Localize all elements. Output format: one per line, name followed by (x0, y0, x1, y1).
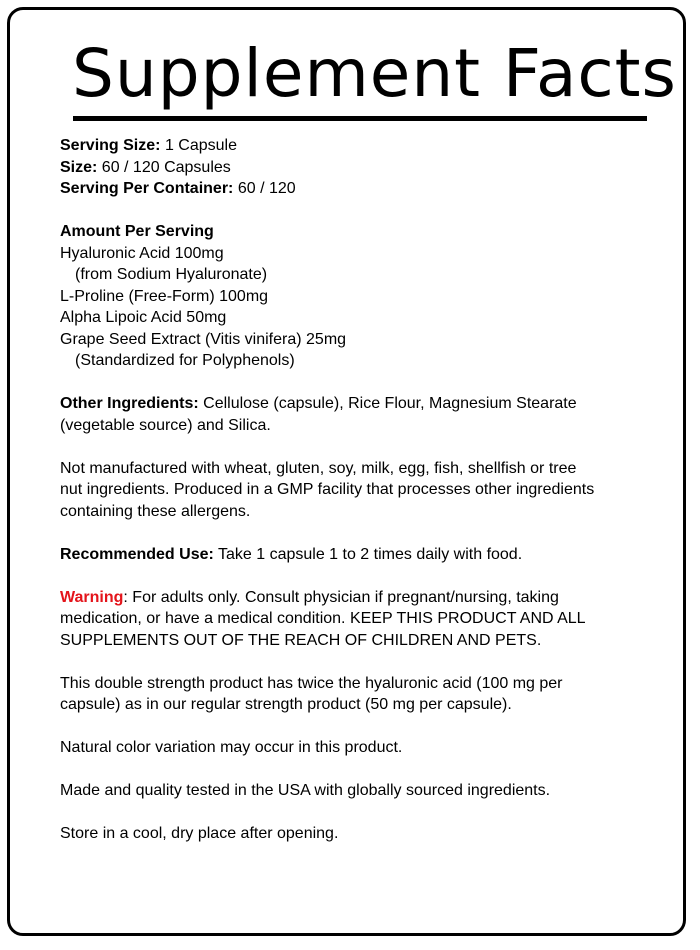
other-ingredients (60, 393, 670, 436)
strength-note-line2: capsule) as in our regular strength product (50 mg per capsule). (60, 696, 512, 713)
color-variation-note: Natural color variation may occur in this product. (60, 739, 403, 756)
per-container-row (60, 178, 670, 200)
amount-heading: Amount Per Serving (60, 223, 214, 240)
warning-line3: SUPPLEMENTS OUT OF THE REACH OF CHILDREN AND PETS. (60, 631, 542, 649)
size-value: 60 / 120 Capsules (101, 158, 231, 176)
strength-note-line1: This double strength product has twice the hyaluronic acid (100 mg per (60, 674, 563, 692)
other-ingredients-line2: (vegetable source) and Silica. (60, 416, 271, 434)
made-in-usa-note: Made and quality tested in the USA with globally sourced ingredients. (60, 782, 551, 799)
warning-line2: medication, or have a medical condition. KEEP THIS PRODUCT AND ALL (60, 610, 586, 627)
recommended-use-text: Take 1 capsule 1 to 2 times daily with food. (217, 545, 523, 563)
storage-note: Store in a cool, dry place after opening. (60, 825, 339, 842)
serving-size-label: Serving Size: (60, 137, 161, 154)
strength-note (60, 673, 670, 716)
allergen-line1: Not manufactured with wheat, gluten, soy, milk, egg, fish, shellfish or tree (60, 459, 577, 477)
ingredient-source-line: (from Sodium Hyaluronate) (75, 266, 268, 283)
recommended-use-line (60, 544, 670, 566)
amount-per-serving (60, 221, 670, 372)
other-ingredients-line1 (60, 393, 670, 415)
ingredient-line: Alpha Lipoic Acid 50mg (60, 309, 227, 326)
warning-section (60, 587, 670, 652)
other-ingredients-label: Other Ingredients: (60, 395, 199, 412)
warning-label: Warning (60, 588, 124, 606)
allergen-statement (60, 458, 670, 523)
serving-info (60, 135, 670, 200)
ingredient-line: Grape Seed Extract (Vitis vinifera) 25mg (60, 330, 347, 348)
size-row (60, 157, 670, 179)
allergen-line2: nut ingredients. Produced in a GMP facility that processes other ingredients (60, 481, 595, 498)
serving-size-value: 1 Capsule (164, 137, 237, 154)
ingredient-line: Hyaluronic Acid 100mg (60, 244, 224, 262)
allergen-line3: containing these allergens. (60, 502, 251, 520)
per-container-value: 60 / 120 (237, 180, 296, 197)
ingredient-standardized-line: (Standardized for Polyphenols) (75, 352, 295, 369)
recommended-use-label: Recommended Use: (60, 545, 214, 563)
size-label: Size: (60, 158, 98, 176)
warning-line1 (60, 587, 670, 609)
ingredient-line: L-Proline (Free-Form) 100mg (60, 287, 269, 305)
per-container-label: Serving Per Container: (60, 180, 234, 197)
serving-size-row (60, 135, 670, 157)
recommended-use (60, 544, 670, 566)
page-title: Supplement Facts (72, 35, 677, 112)
label-content (60, 135, 670, 866)
warning-text1: : For adults only. Consult physician if pregnant/nursing, taking (123, 588, 559, 606)
title-underline (73, 116, 647, 121)
other-ingredients-text1: Cellulose (capsule), Rice Flour, Magnesium Stearate (203, 395, 577, 412)
